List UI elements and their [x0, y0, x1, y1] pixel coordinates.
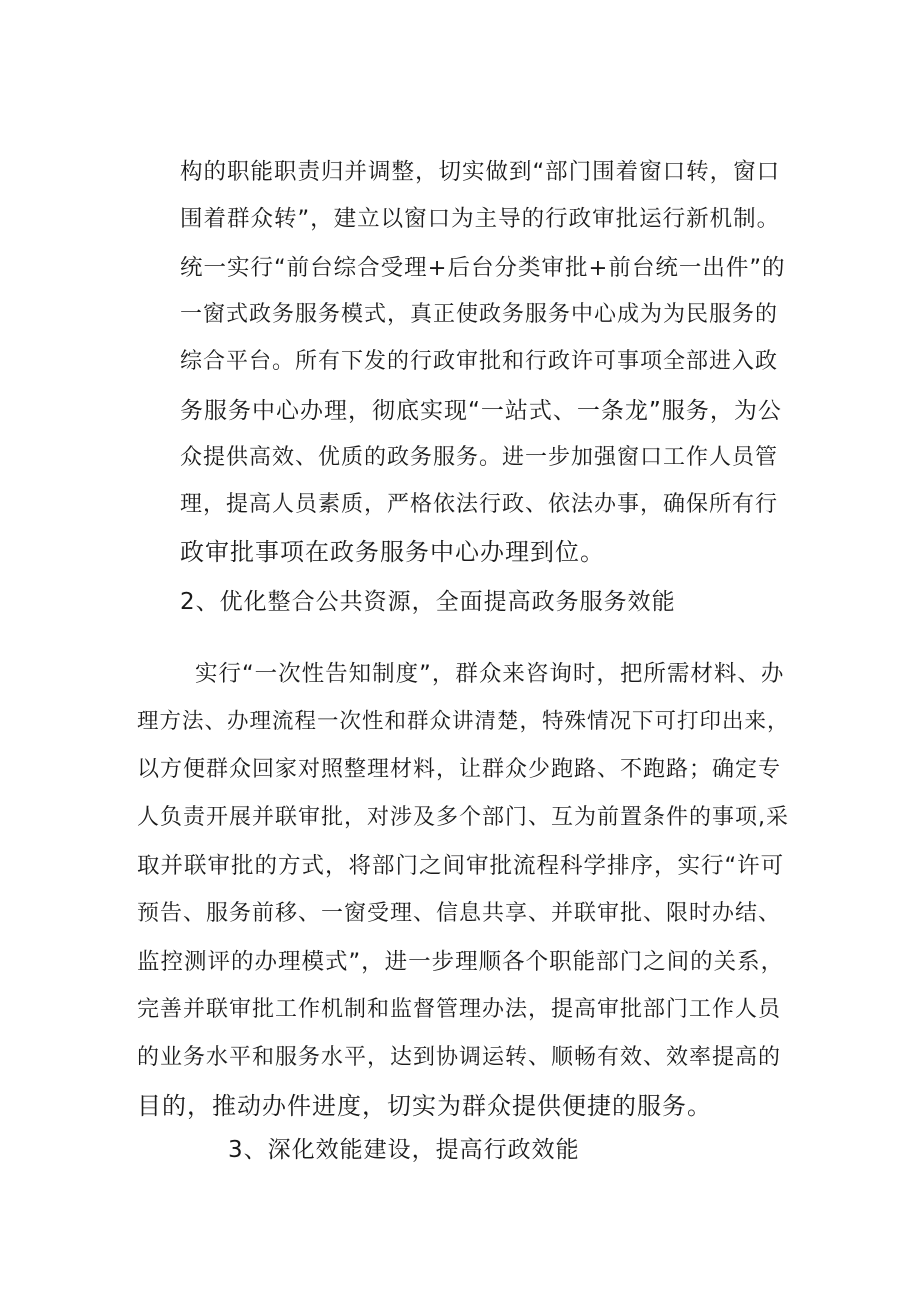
text-line: 理方法、办理流程一次性和群众讲清楚，特殊情况下可打印出来，: [137, 709, 790, 734]
text-line: 构的职能职责归并调整，切实做到“部门围着窗口转，窗口: [180, 159, 781, 185]
text-line: 取并联审批的方式，将部门之间审批流程科学排序，实行“许可: [137, 853, 785, 879]
text-line: 综合平台。所有下发的行政审批和行政许可事项全部进入政: [180, 349, 779, 374]
text-line: 目的，推动办件进度，切实为群众提供便捷的服务。: [137, 1092, 712, 1120]
text-line: 人负责开展并联审批，对涉及多个部门、互为前置条件的事项,采: [137, 805, 789, 830]
text-line: 以方便群众回家对照整理材料，让群众少跑路、不跑路；确定专: [137, 757, 782, 782]
section-heading-3: 3、深化效能建设，提高行政效能: [228, 1137, 580, 1163]
text-line: 众提供高效、优质的政务服务。进一步加强窗口工作人员管: [180, 445, 779, 470]
text-line: 理，提高人员素质，严格依法行政、依法办事，确保所有行: [180, 492, 779, 517]
text-line: 监控测评的办理模式”，进一步理顺各个职能部门之间的关系，: [137, 949, 785, 975]
text-line: 一窗式政务服务模式，真正使政务服务中心成为为民服务的: [180, 302, 779, 327]
text-line: 统一实行“前台综合受理+后台分类审批+前台统一出件”的: [180, 255, 786, 281]
text-line: 实行“一次性告知制度”，群众来咨询时，把所需材料、办: [195, 661, 785, 687]
text-line: 围着群众转”，建立以窗口为主导的行政审批运行新机制。: [180, 206, 781, 232]
text-line: 的业务水平和服务水平，达到协调运转、顺畅有效、效率提高的: [137, 1045, 782, 1070]
text-line: 政审批事项在政务服务中心办理到位。: [180, 538, 605, 566]
text-line: 务服务中心办理，彻底实现“一站式、一条龙”服务，为公: [180, 398, 782, 424]
text-line: 完善并联审批工作机制和监督管理办法，提高审批部门工作人员: [137, 997, 782, 1022]
section-heading-2: 2、优化整合公共资源，全面提高政务服务效能: [180, 589, 676, 615]
text-line: 预告、服务前移、一窗受理、信息共享、并联审批、限时办结、: [137, 901, 782, 926]
